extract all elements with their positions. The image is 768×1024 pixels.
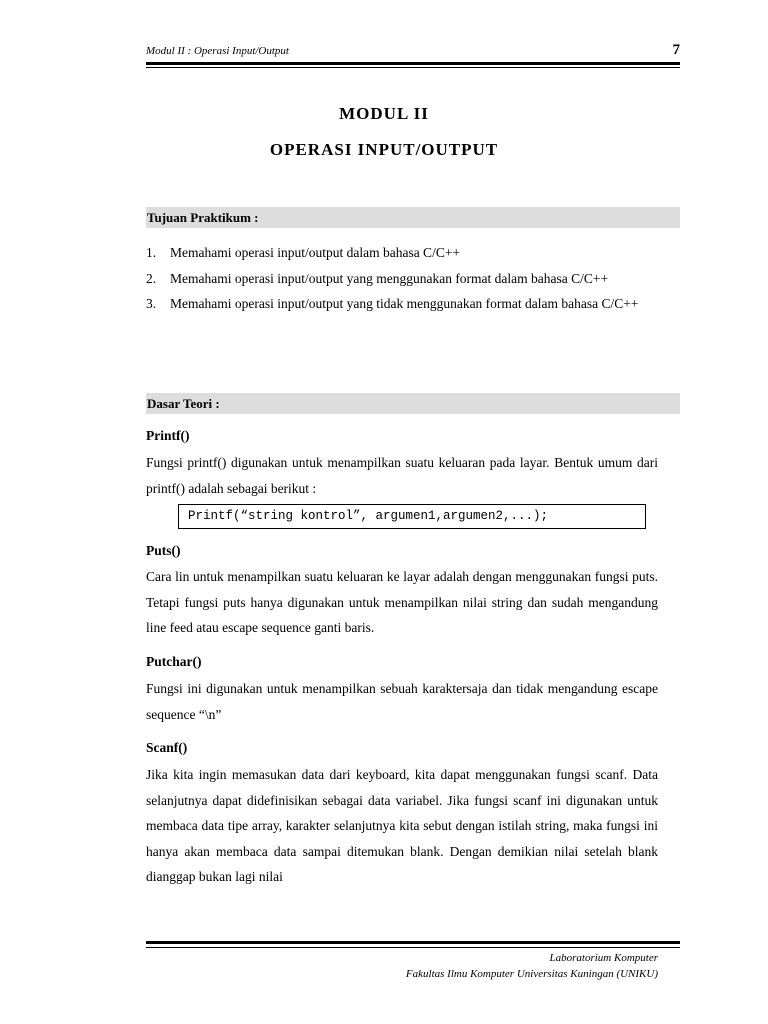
footer-lab-name: Laboratorium Komputer bbox=[549, 952, 658, 964]
subheading-puts: Puts() bbox=[146, 543, 181, 558]
tujuan-list bbox=[146, 240, 658, 317]
list-item-number: 3. bbox=[146, 296, 157, 311]
module-title: MODUL II bbox=[339, 104, 429, 123]
list-item-number: 2. bbox=[146, 270, 157, 286]
subheading-scanf: Scanf() bbox=[146, 740, 188, 755]
list-item-text: Memahami operasi input/output yang menggunakan format dalam bahasa C/C++ bbox=[170, 270, 609, 286]
list-item-text: Memahami operasi input/output yang tidak menggunakan format dalam bahasa C/C++ bbox=[170, 296, 639, 311]
footer-faculty-name: Fakultas Ilmu Komputer Universitas Kuningan (UNIKU) bbox=[405, 968, 658, 980]
list-item bbox=[146, 240, 658, 266]
footer-rule-thick bbox=[146, 941, 680, 944]
subheading-printf: Printf() bbox=[146, 428, 190, 443]
paragraph-putchar: Fungsi ini digunakan untuk menampilkan sebuah karaktersaja dan tidak mengandung escape sequence “\n” bbox=[146, 681, 658, 722]
paragraph-printf: Fungsi printf() digunakan untuk menampilkan suatu keluaran pada layar. Bentuk umum dari printf() adalah sebagai berikut : bbox=[146, 455, 658, 496]
code-box-printf: Printf(“string kontrol”, argumen1,argumen2,...); bbox=[178, 504, 646, 529]
header-rule-thin bbox=[146, 67, 680, 68]
module-subtitle: OPERASI INPUT/OUTPUT bbox=[269, 140, 499, 159]
list-item bbox=[146, 291, 658, 317]
section-heading-dasar-teori: Dasar Teori : bbox=[146, 393, 680, 414]
list-item-text: Memahami operasi input/output dalam bahasa C/C++ bbox=[170, 245, 461, 260]
list-item bbox=[146, 266, 658, 292]
paragraph-puts: Cara lin untuk menampilkan suatu keluaran ke layar adalah dengan menggunakan fungsi puts. Tetapi fungsi puts hanya digunakan untuk menampilkan nilai string dan sudah mengandung line feed atau escape sequence ganti baris. bbox=[146, 569, 658, 635]
subheading-putchar: Putchar() bbox=[146, 654, 202, 669]
footer-rule-thin bbox=[146, 947, 680, 948]
paragraph-scanf: Jika kita ingin memasukan data dari keyboard, kita dapat menggunakan fungsi scanf. Data selanjutnya dapat didefinisikan sebagai data variabel. Jika fungsi scanf ini digunakan untuk membaca data tipe array, karakter selanjutnya kita sebut dengan istilah string, maka fungsi ini hanya akan membaca data sampai ditemukan blank. Dengan demikian nilai setelah blank dianggap bukan lagi nilai bbox=[146, 767, 658, 884]
header-rule-thick bbox=[146, 62, 680, 65]
page-number: 7 bbox=[672, 42, 680, 58]
running-header-title: Modul II : Operasi Input/Output bbox=[146, 45, 289, 57]
section-heading-tujuan: Tujuan Praktikum : bbox=[146, 207, 680, 228]
list-item-number: 1. bbox=[146, 245, 157, 260]
